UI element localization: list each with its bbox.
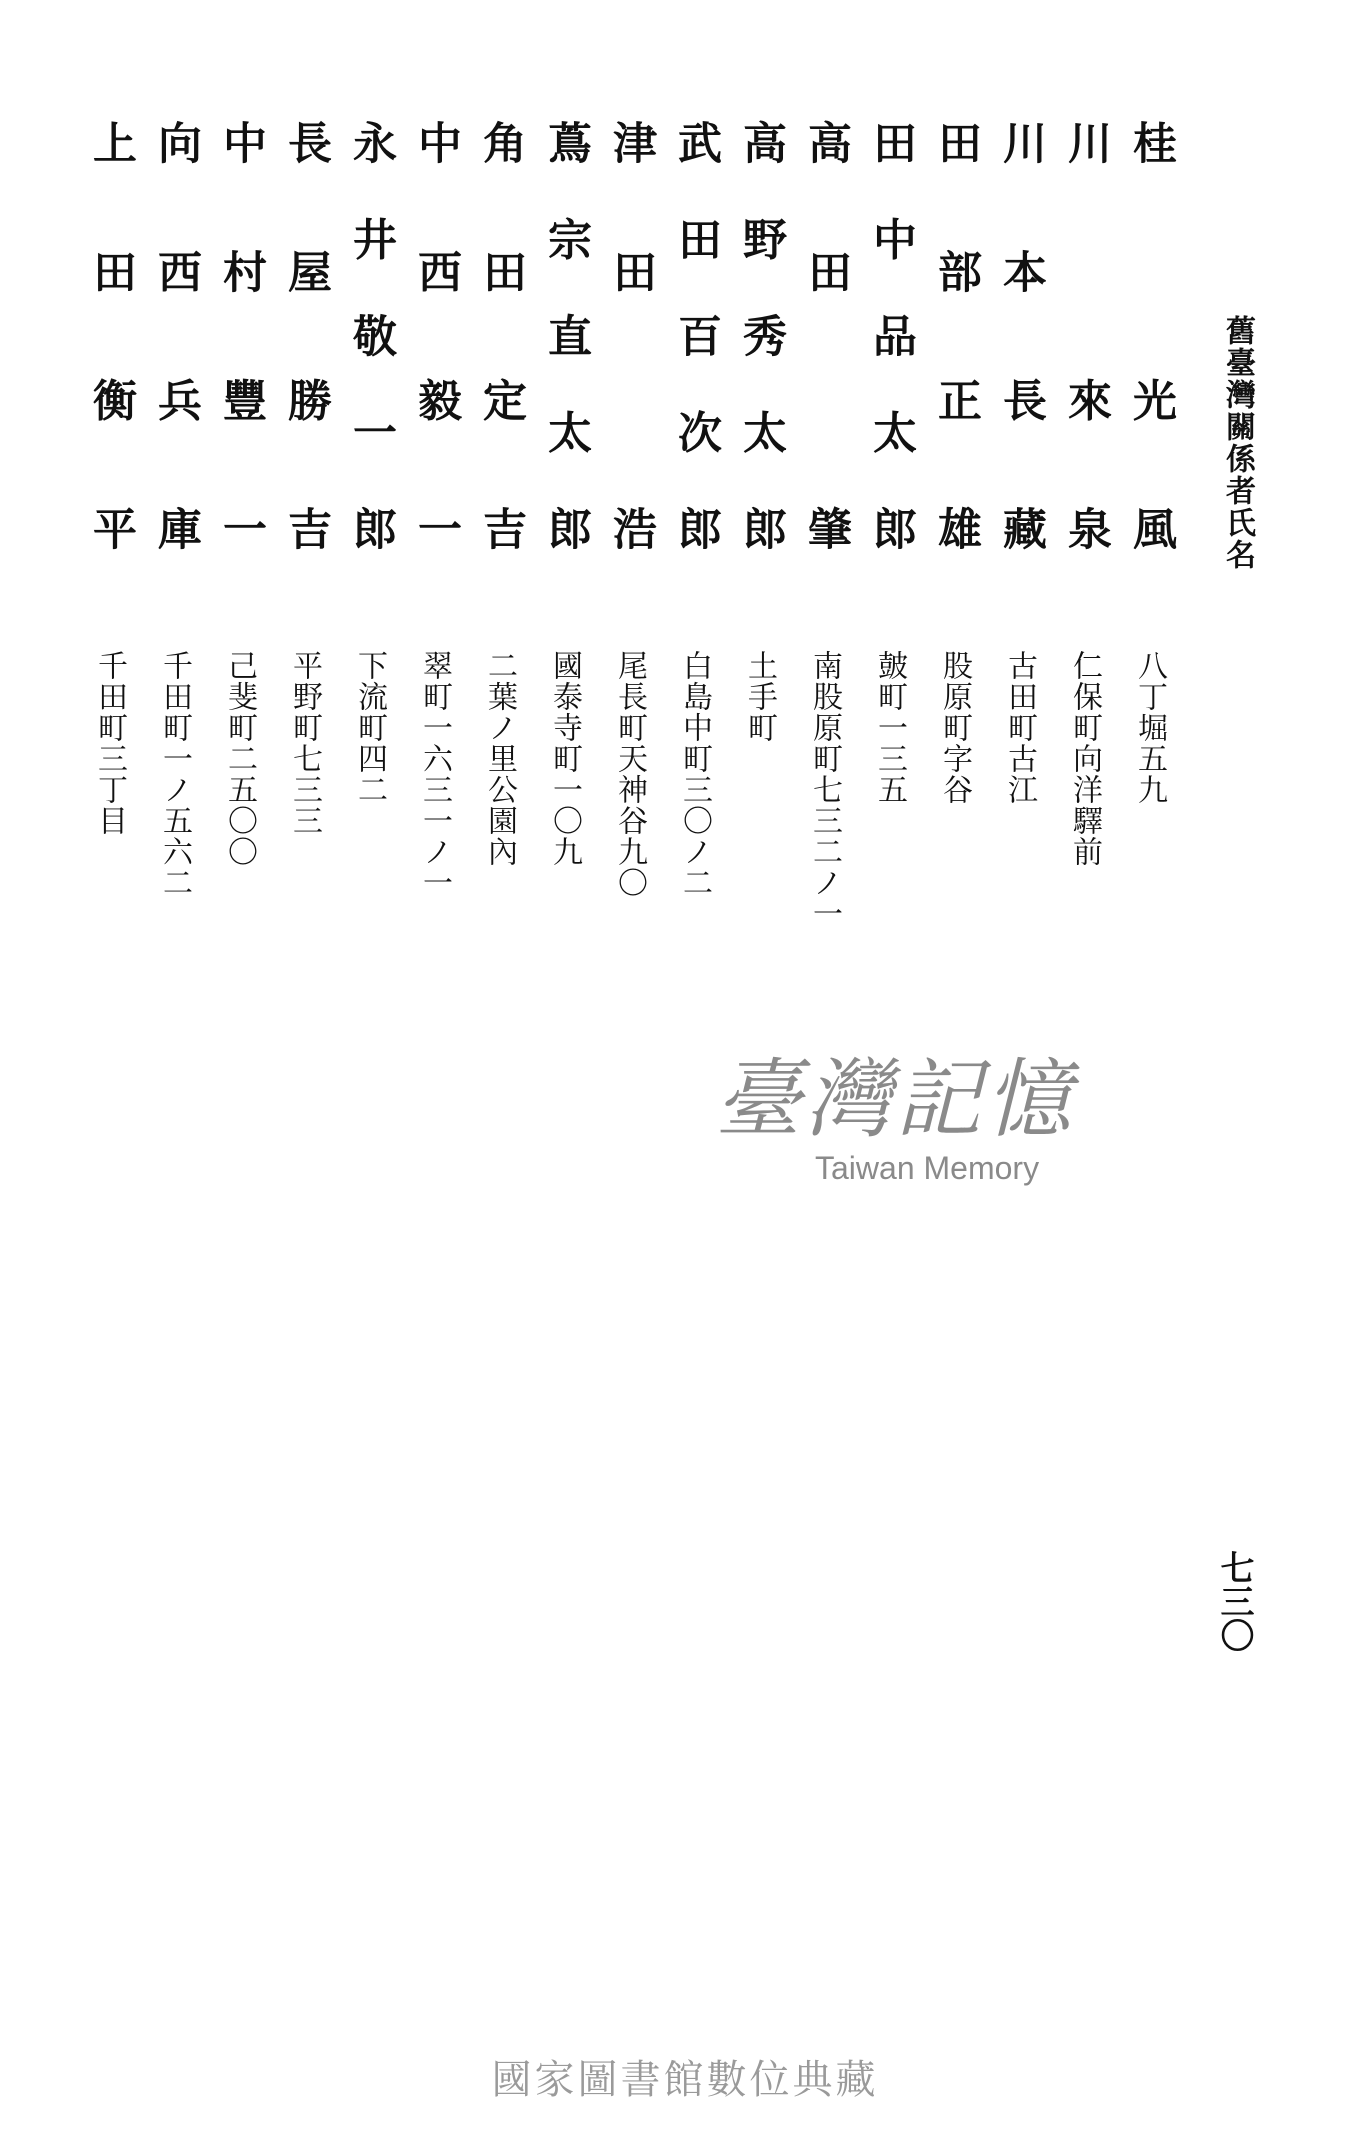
list-item bbox=[920, 0, 990, 1000]
address: 千田町一ノ五六二 bbox=[157, 650, 192, 898]
list-item bbox=[725, 0, 795, 1000]
address: 二葉ノ里公園內 bbox=[482, 650, 517, 867]
address: 南股原町七三二ノ一 bbox=[807, 650, 842, 929]
person-name: 川 來泉 bbox=[1060, 120, 1111, 550]
list-item bbox=[985, 0, 1055, 1000]
person-name: 武田百次郎 bbox=[670, 120, 721, 550]
person-name: 田部正雄 bbox=[930, 120, 981, 550]
address: 八丁堀五九 bbox=[1132, 650, 1167, 805]
list-item bbox=[530, 0, 600, 1000]
address: 千田町三丁目 bbox=[92, 650, 127, 836]
address: 國泰寺町一〇九 bbox=[547, 650, 582, 867]
person-name: 高田 肇 bbox=[800, 120, 851, 550]
list-item bbox=[595, 0, 665, 1000]
watermark bbox=[665, 1050, 1125, 1210]
list-item bbox=[205, 0, 275, 1000]
address: 古田町古江 bbox=[1002, 650, 1037, 805]
list-item bbox=[1050, 0, 1120, 1000]
person-name: 永井敬一郎 bbox=[345, 120, 396, 550]
person-name: 角田定吉 bbox=[475, 120, 526, 550]
list-item bbox=[75, 0, 145, 1000]
address: 下流町四二 bbox=[352, 650, 387, 805]
list-item bbox=[790, 0, 860, 1000]
person-name: 向西兵庫 bbox=[150, 120, 201, 550]
list-item bbox=[660, 0, 730, 1000]
address: 平野町七三三 bbox=[287, 650, 322, 836]
address: 土手町 bbox=[742, 650, 777, 743]
person-name: 川本長藏 bbox=[995, 120, 1046, 550]
address: 白島中町三〇ノ二 bbox=[677, 650, 712, 898]
address: 股原町字谷 bbox=[937, 650, 972, 805]
address: 翠町一六三一ノ一 bbox=[417, 650, 452, 898]
list-item bbox=[270, 0, 340, 1000]
person-name: 田中品太郎 bbox=[865, 120, 916, 550]
list-item bbox=[855, 0, 925, 1000]
footer-credit: 國家圖書館數位典藏 bbox=[491, 2057, 879, 2103]
address: 仁保町向洋驛前 bbox=[1067, 650, 1102, 867]
person-name: 津田 浩 bbox=[605, 120, 656, 550]
address: 己斐町二五〇〇 bbox=[222, 650, 257, 867]
watermark-chinese: 臺灣記憶 bbox=[715, 1050, 1075, 1150]
person-name: 上田衡平 bbox=[85, 120, 136, 550]
list-item bbox=[335, 0, 405, 1000]
address: 尾長町天神谷九〇 bbox=[612, 650, 647, 898]
person-name: 中西毅一 bbox=[410, 120, 461, 550]
person-name: 高野秀太郎 bbox=[735, 120, 786, 550]
person-name: 桂 光風 bbox=[1125, 120, 1176, 550]
page-header: 舊臺灣關係者氏名 bbox=[1220, 315, 1255, 571]
list-item bbox=[400, 0, 470, 1000]
list-item bbox=[140, 0, 210, 1000]
person-name: 蔦宗直太郎 bbox=[540, 120, 591, 550]
person-name: 中村豐一 bbox=[215, 120, 266, 550]
page-number: 七三〇 bbox=[1214, 1550, 1254, 1652]
list-item bbox=[1115, 0, 1185, 1000]
address: 皷町一三五 bbox=[872, 650, 907, 805]
person-name: 長屋勝吉 bbox=[280, 120, 331, 550]
watermark-english: Taiwan Memory bbox=[815, 1150, 1040, 1186]
list-item bbox=[465, 0, 535, 1000]
